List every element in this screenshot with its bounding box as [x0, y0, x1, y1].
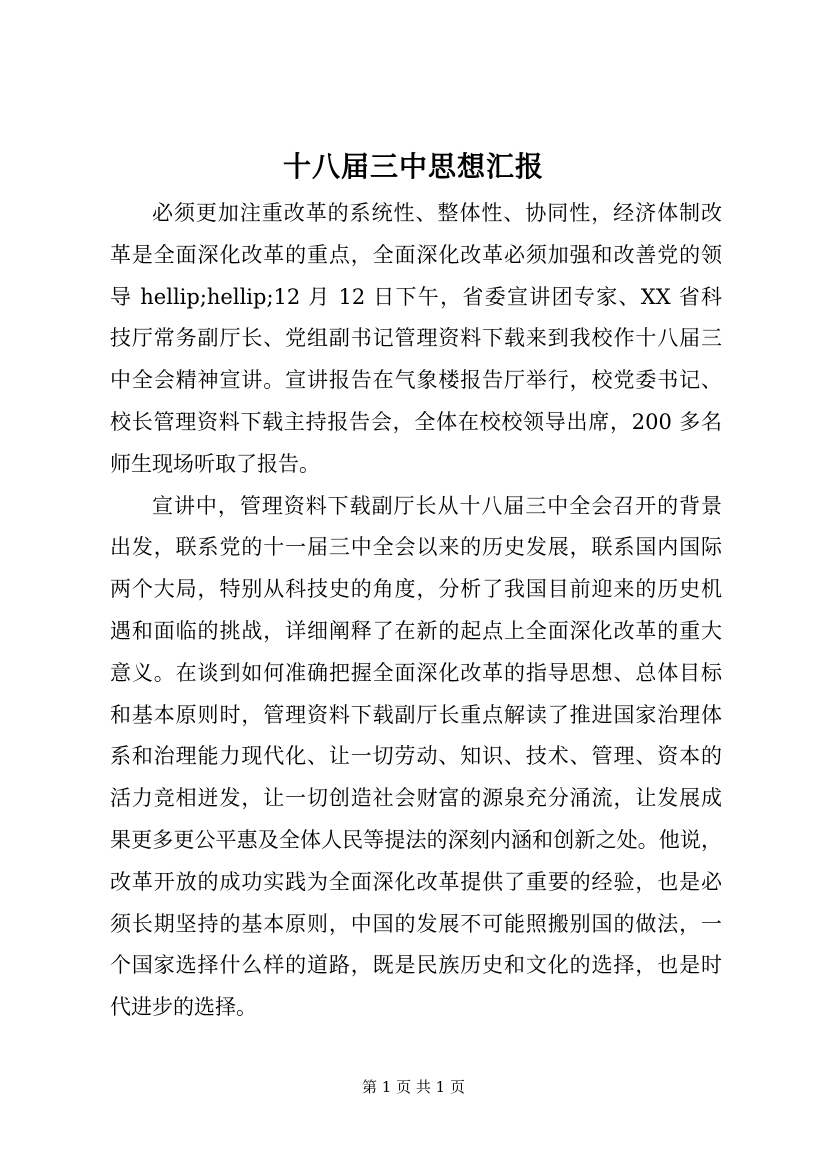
document-body [110, 193, 722, 1029]
paragraph-line: 革是全面深化改革的重点，全面深化改革必须加强和改善党的领 [110, 242, 722, 267]
paragraph-line: 师生现场听取了报告。 [110, 451, 320, 476]
paragraph-line: 果更多更公平惠及全体人民等提法的深刻内涵和创新之处。他说， [110, 827, 722, 852]
paragraph-2 [110, 486, 722, 1029]
paragraph-line: 中全会精神宣讲。宣讲报告在气象楼报告厅举行，校党委书记、 [110, 368, 722, 393]
paragraph-line: 校长管理资料下载主持报告会，全体在校校领导出席，200 多名 [110, 409, 722, 434]
paragraph-line: 改革开放的成功实践为全面深化改革提供了重要的经验，也是必 [110, 869, 722, 894]
paragraph-line: 遇和面临的挑战，详细阐释了在新的起点上全面深化改革的重大 [110, 618, 722, 643]
paragraph-line: 活力竞相迸发，让一切创造社会财富的源泉充分涌流，让发展成 [110, 786, 722, 811]
paragraph-line: 代进步的选择。 [110, 995, 257, 1020]
document-title: 十八届三中思想汇报 [282, 150, 544, 183]
paragraph-line: 必须更加注重改革的系统性、整体性、协同性，经济体制改 [152, 201, 722, 225]
paragraph-line: 两个大局，特别从科技史的角度，分析了我国目前迎来的历史机 [110, 577, 722, 602]
paragraph-line: 导 hellip;hellip;12 月 12 日下午，省委宣讲团专家、XX 省科 [110, 284, 722, 309]
page-footer: 第 1 页 共 1 页 [362, 1078, 465, 1096]
paragraph-line: 意义。在谈到如何准确把握全面深化改革的指导思想、总体目标 [110, 660, 722, 685]
paragraph-line: 宣讲中，管理资料下载副厅长从十八届三中全会召开的背景 [152, 493, 722, 518]
paragraph-line: 须长期坚持的基本原则，中国的发展不可能照搬别国的做法，一 [110, 911, 722, 936]
paragraph-line: 出发，联系党的十一届三中全会以来的历史发展，联系国内国际 [110, 535, 722, 560]
paragraph-line: 个国家选择什么样的道路，既是民族历史和文化的选择，也是时 [110, 953, 722, 978]
paragraph-line: 技厅常务副厅长、党组副书记管理资料下载来到我校作十八届三 [110, 326, 722, 351]
paragraph-1 [110, 193, 722, 486]
paragraph-line: 和基本原则时，管理资料下载副厅长重点解读了推进国家治理体 [110, 702, 722, 727]
paragraph-line: 系和治理能力现代化、让一切劳动、知识、技术、管理、资本的 [110, 744, 722, 769]
